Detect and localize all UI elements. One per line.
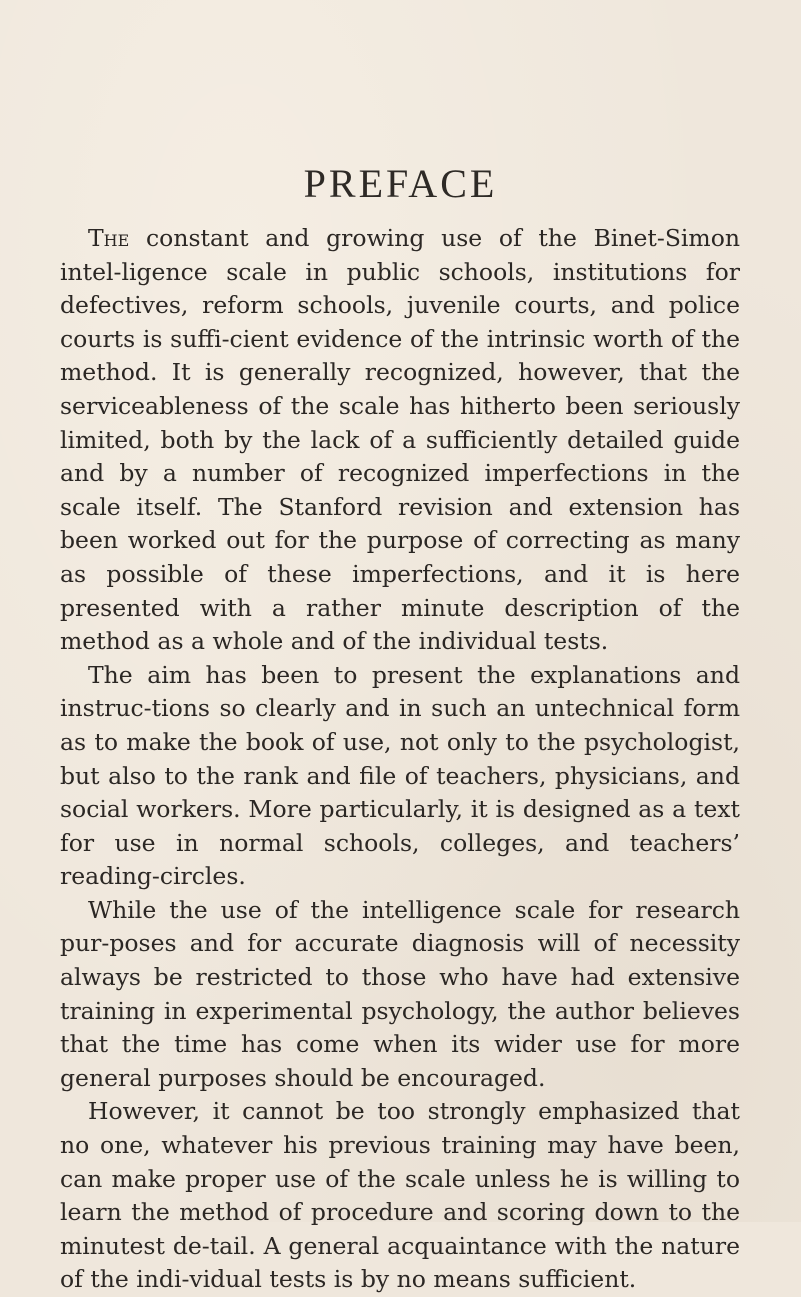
paragraph-text: While the use of the intelligence scale for research pur-poses and for accurate diagnosis will of necessity always be restricted to those who have had extensive training in experimental psychology, the author believes that the time has come when its wider use for more general purposes should be encouraged. xyxy=(60,895,740,1092)
paragraph-1 xyxy=(60,222,740,659)
paragraph-4 xyxy=(60,1095,740,1297)
preface-body xyxy=(60,222,740,1297)
paragraph-text: However, it cannot be too strongly emphasized that no one, whatever his previous training may have been, can make proper use of the scale unless he is willing to learn the method of procedure and scoring down to the minutest de-tail. A general acquaintance with the nature of the indi-vidual tests is by no means sufficient. xyxy=(60,1097,740,1294)
paragraph-text: constant and growing use of the Binet-Simon intel-ligence scale in public schools, institutions for defectives, reform schools, juvenile courts, and police courts is suffi-cient evidence of the intrinsic worth of the method. It is generally recognized, however, that the serviceableness of the scale has hitherto been seriously limited, both by the lack of a sufficiently detailed guide and by a number of recognized imperfections in the scale itself. The Stanford revision and extension has been worked out for the purpose of correcting as many as possible of these imperfections, and it is here presented with a rather minute description of the method as a whole and of the individual tests. xyxy=(60,224,740,656)
page-title: PREFACE xyxy=(303,161,498,206)
paragraph-2 xyxy=(60,659,740,894)
paragraph-3 xyxy=(60,894,740,1096)
paragraph-text: The aim has been to present the explanations and instruc-tions so clearly and in such an untechnical form as to make the book of use, not only to the psychologist, but also to the rank and file of teachers, physicians, and social workers. More particularly, it is designed as a text for use in normal schools, colleges, and teachers’ reading-circles. xyxy=(60,660,740,891)
lead-word: The xyxy=(88,224,130,252)
